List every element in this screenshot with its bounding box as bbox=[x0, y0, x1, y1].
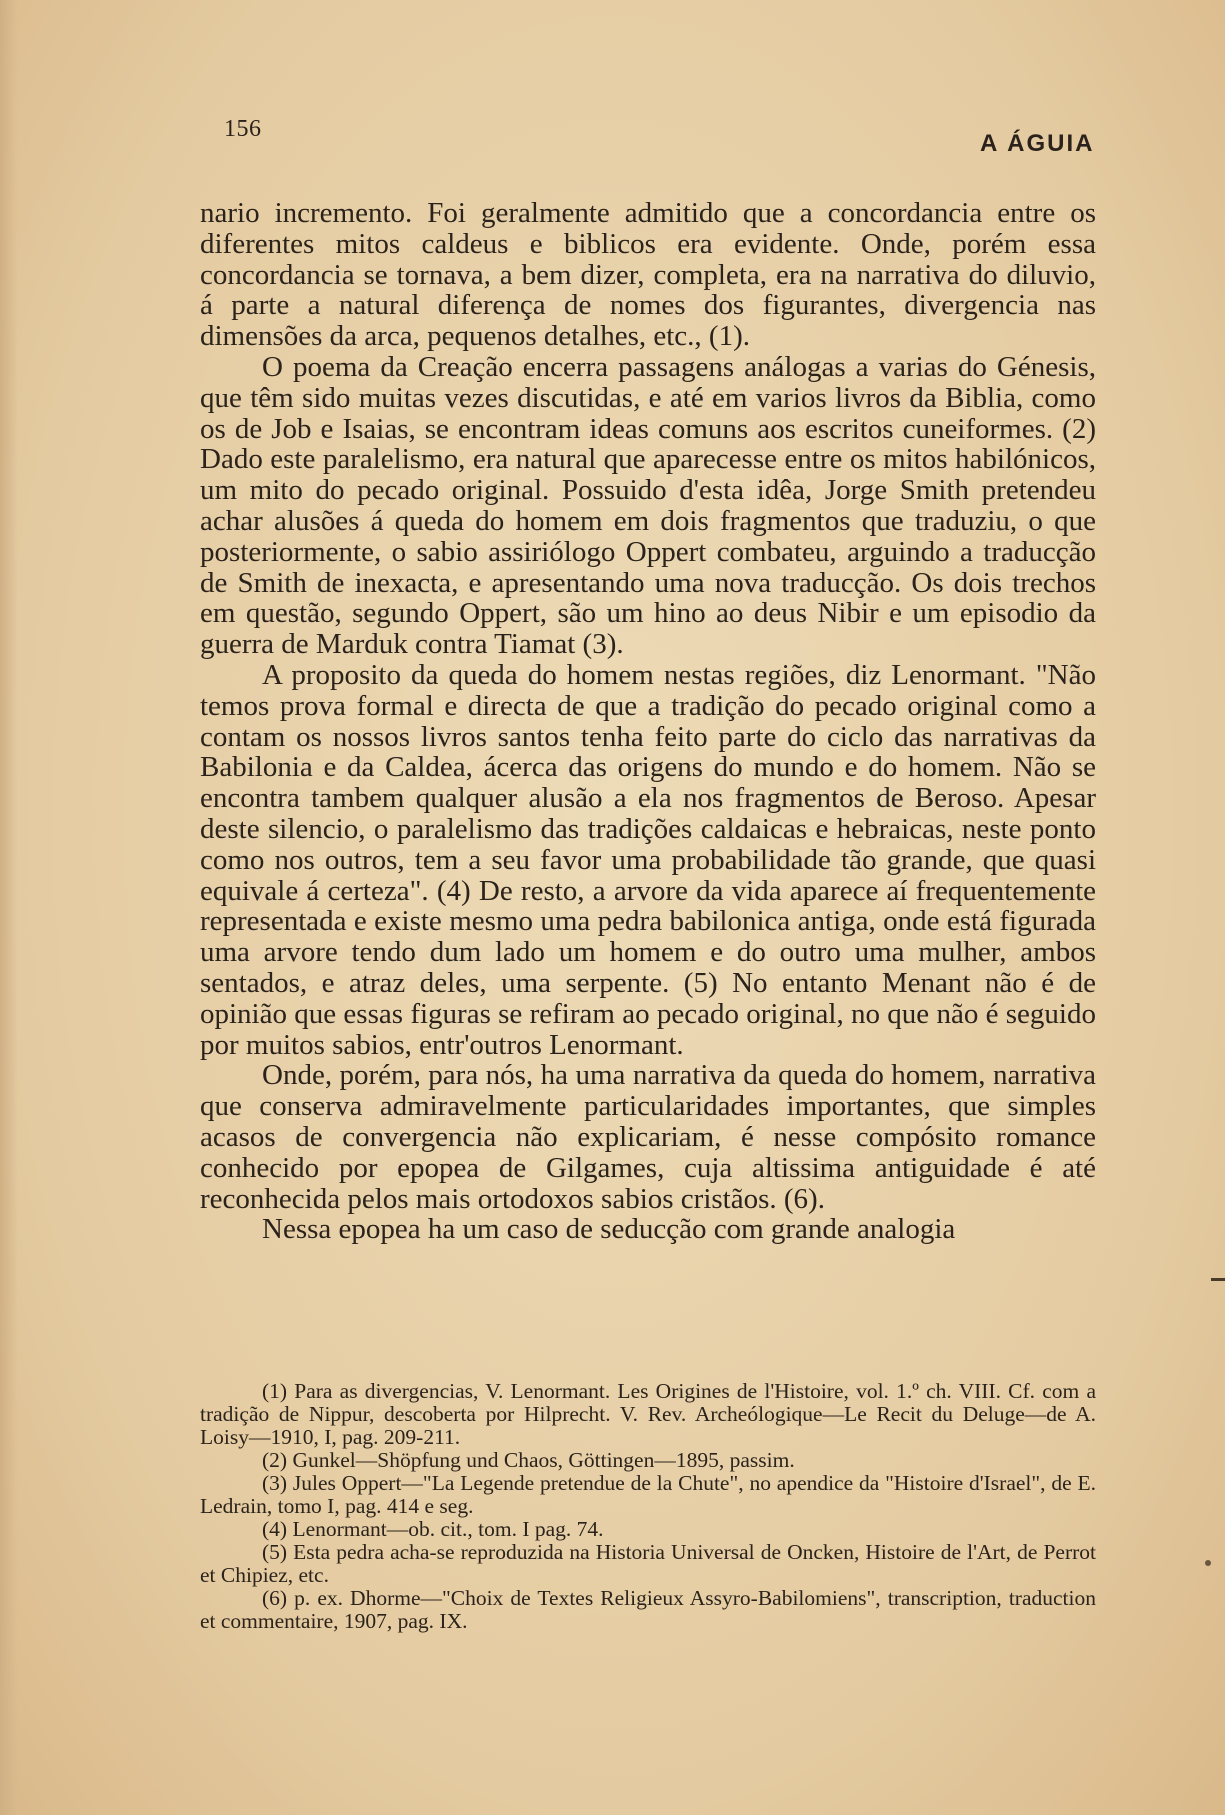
footnote-1: (1) Para as divergencias, V. Lenormant. Les Origines de l'Histoire, vol. 1.º ch. VIII. Cf. com a tradição de Nippur, descoberta por Hilprecht. V. Rev. Archeólogique—Le Recit du Deluge—de A. Loisy—1910, I, pag. 209-211. bbox=[200, 1379, 1096, 1449]
footnote-2: (2) Gunkel—Shöpfung und Chaos, Göttingen—1895, passim. bbox=[262, 1448, 795, 1472]
running-title: A ÁGUIA bbox=[980, 130, 1095, 157]
footnote-6: (6) p. ex. Dhorme—"Choix de Textes Religieux Assyro-Babilomiens", transcription, traduction et commentaire, 1907, pag. IX. bbox=[200, 1586, 1096, 1633]
page-header bbox=[0, 0, 1225, 200]
footnote-5: (5) Esta pedra acha-se reproduzida na Historia Universal de Oncken, Histoire de l'Art, de Perrot et Chipiez, etc. bbox=[200, 1540, 1096, 1587]
page-number: 156 bbox=[224, 116, 262, 142]
footnote-3: (3) Jules Oppert—"La Legende pretendue de la Chute", no apendice da "Histoire d'Israel", de E. Ledrain, tomo I, pag. 414 e seg. bbox=[200, 1471, 1096, 1518]
margin-spot bbox=[1205, 1560, 1211, 1566]
paragraph-5: Nessa epopea ha um caso de seducção com grande analogia bbox=[262, 1213, 956, 1246]
margin-mark bbox=[1211, 1278, 1225, 1281]
footnote-4: (4) Lenormant—ob. cit., tom. I pag. 74. bbox=[262, 1517, 604, 1541]
footnotes bbox=[200, 1380, 1096, 1633]
paragraph-2: O poema da Creação encerra passagens análogas a varias do Génesis, que têm sido muitas vezes discutidas, e até em varios livros da Biblia, como os de Job e Isaias, se encontram ideas comuns aos escritos cuneiformes. (2) Dado este paralelismo, era natural que aparecesse entre os mitos habilónicos, um mito do pecado original. Possuido d'esta idêa, Jorge Smith pretendeu achar alusões á queda do homem em dois fragmentos que traduziu, o que posteriormente, o sabio assiriólogo Oppert combateu, arguindo a traducção de Smith de inexacta, e apresentando uma nova traducção. Os dois trechos em questão, segundo Oppert, são um hino ao deus Nibir e um episodio da guerra de Marduk contra Tiamat (3). bbox=[200, 350, 1096, 661]
page-edge-shadow bbox=[0, 0, 18, 1815]
paragraph-3: A proposito da queda do homem nestas regiões, diz Lenormant. "Não temos prova formal e directa de que a tradição do pecado original como a contam os nossos livros santos tenha feito parte do ciclo das narrativas da Babilonia e da Caldea, ácerca das origens do mundo e do homem. Não se encontra tambem qualquer alusão a ela nos fragmentos de Beroso. Apesar deste silencio, o paralelismo das tradições caldaicas e hebraicas, neste ponto como nos outros, tem a seu favor uma probabilidade tão grande, que quasi equivale á certeza". (4) De resto, a arvore da vida aparece aí frequentemente representada e existe mesmo uma pedra babilonica antiga, onde está figurada uma arvore tendo dum lado um homem e do outro uma mulher, ambos sentados, e atraz deles, uma serpente. (5) No entanto Menant não é de opinião que essas figuras se refiram ao pecado original, no que não é seguido por muitos sabios, entr'outros Lenormant. bbox=[200, 658, 1096, 1061]
body-text bbox=[200, 198, 1096, 1245]
paragraph-1: nario incremento. Foi geralmente admitido que a concordancia entre os diferentes mitos caldeus e biblicos era evidente. Onde, porém essa concordancia se tornava, a bem dizer, completa, era na narrativa do diluvio, á parte a natural diferença de nomes dos figurantes, divergencia nas dimensões da arca, pequenos detalhes, etc., (1). bbox=[200, 197, 1096, 353]
paragraph-4: Onde, porém, para nós, ha uma narrativa da queda do homem, narrativa que conserva admiravelmente particularidades importantes, que simples acasos de convergencia não explicariam, é nesse compósito romance conhecido por epopea de Gilgames, cuja altissima antiguidade é até reconhecida pelos mais ortodoxos sabios cristãos. (6). bbox=[200, 1059, 1096, 1215]
